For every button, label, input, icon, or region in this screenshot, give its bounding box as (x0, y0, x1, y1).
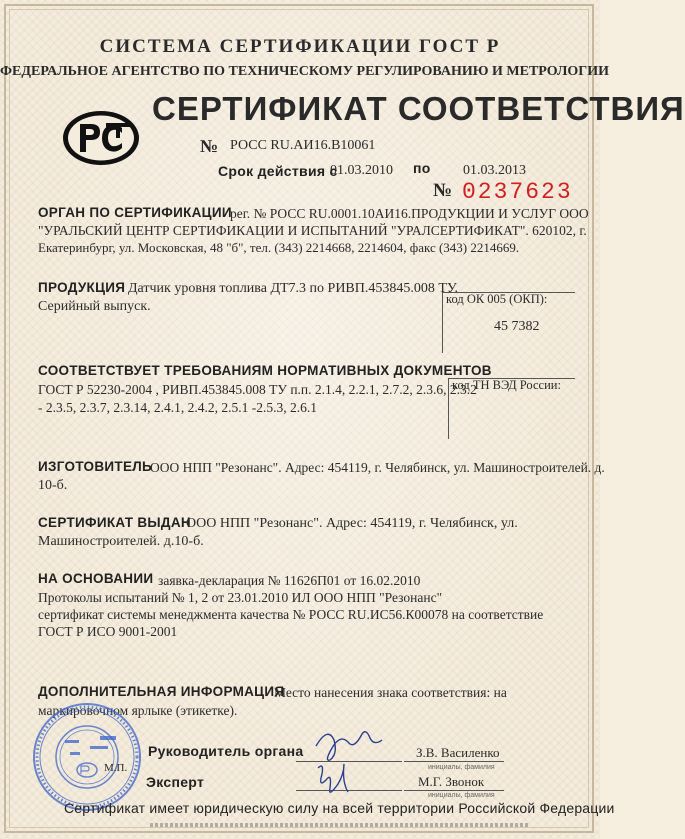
ok-code-value: 45 7382 (494, 319, 540, 334)
expert-name: М.Г. Звонок (418, 774, 485, 789)
footer-validity-note: Сертификат имеет юридическую силу на всей территории Российской Федерации (64, 800, 615, 816)
compliance-line-2: - 2.3.5, 2.3.7, 2.3.14, 2.4.1, 2.4.2, 2.5.1 -2.5.3, 2.6.1 (38, 400, 317, 415)
head-name: З.В. Василенко (416, 745, 500, 760)
form-number-label: № (433, 180, 453, 201)
certification-body-label: ОРГАН ПО СЕРТИФИКАЦИИ (38, 205, 232, 220)
valid-from-date: 01.03.2010 (330, 163, 393, 178)
system-title: СИСТЕМА СЕРТИФИКАЦИИ ГОСТ Р (99, 36, 501, 57)
expert-label: Эксперт (146, 774, 205, 790)
basis-line-2: Протоколы испытаний № 1, 2 от 23.01.2010 ИЛ ООО НПП "Резонанс" (38, 590, 443, 605)
validity-label: Срок действия с (218, 163, 338, 179)
basis-line-1: заявка-декларация № 11626П01 от 16.02.2010 (158, 573, 421, 588)
stamp-mp-label: М.П. (104, 762, 128, 774)
certification-body-line-2: "УРАЛЬСКИЙ ЦЕНТР СЕРТИФИКАЦИИ И ИСПЫТАНИЙ "УРАЛСЕРТИФИКАТ". 620102, г. (38, 223, 587, 238)
valid-to-date: 01.03.2013 (463, 163, 526, 178)
tnved-code-label: код ТН ВЭД России: (452, 378, 561, 392)
expert-name-line (404, 790, 504, 791)
compliance-label: СООТВЕТСТВУЕТ ТРЕБОВАНИЯМ НОРМАТИВНЫХ ДОКУМЕНТОВ (38, 363, 492, 378)
manufacturer-line-1: ООО НПП "Резонанс". Адрес: 454119, г. Челябинск, ул. Машиностроителей. д. (150, 460, 605, 475)
additional-info-label: ДОПОЛНИТЕЛЬНАЯ ИНФОРМАЦИЯ (38, 684, 285, 699)
valid-to-label: по (413, 160, 431, 176)
product-line-2: Серийный выпуск. (38, 299, 151, 314)
registration-number: РОСС RU.АИ16.В10061 (230, 138, 376, 153)
additional-info-line-1: Место нанесения знака соответствия: на (274, 685, 507, 700)
form-number: 0237623 (462, 179, 573, 205)
expert-signature-icon (300, 758, 370, 802)
certification-body-line-3: Екатеринбург, ул. Московская, 48 "б", тел. (343) 2214668, 2214604, факс (343) 2214669. (38, 240, 520, 255)
issued-to-line-1: ООО НПП "Резонанс". Адрес: 454119, г. Челябинск, ул. (186, 516, 518, 531)
registration-number-label: № (200, 136, 219, 156)
issued-to-line-2: Машиностроителей. д.10-б. (38, 534, 204, 549)
gost-r-logo-icon (60, 108, 142, 168)
certification-body-line-1: рег. № РОСС RU.0001.10АИ16.ПРОДУКЦИИ И УСЛУГ ООО (230, 206, 589, 221)
manufacturer-label: ИЗГОТОВИТЕЛЬ (38, 459, 153, 474)
product-line-1: Датчик уровня топлива ДТ7.3 по РИВП.453845.008 ТУ. (128, 281, 459, 296)
product-label: ПРОДУКЦИЯ (38, 280, 126, 295)
certificate-title: СЕРТИФИКАТ СООТВЕТСТВИЯ (152, 90, 685, 127)
head-name-caption: инициалы, фамилия (428, 764, 495, 771)
issued-to-label: СЕРТИФИКАТ ВЫДАН (38, 515, 191, 530)
basis-line-3: сертификат системы менеджмента качества № РОСС RU.ИС56.К00078 на соответствие (38, 607, 544, 622)
compliance-line-1: ГОСТ Р 52230-2004 , РИВП.453845.008 ТУ п.п. 2.1.4, 2.2.1, 2.7.2, 2.3.6, 2.3.2 (38, 382, 477, 397)
round-stamp-icon (30, 700, 145, 815)
head-of-body-label: Руководитель органа (148, 743, 304, 759)
ok-code-label: код ОК 005 (ОКП): (446, 292, 548, 306)
printer-fine-print (150, 823, 530, 827)
expert-name-caption: инициалы, фамилия (428, 792, 495, 799)
manufacturer-line-2: 10-б. (38, 478, 68, 493)
additional-info-line-2: маркировочном ярлыке (этикетке). (38, 703, 238, 718)
agency-name: ФЕДЕРАЛЬНОЕ АГЕНТСТВО ПО ТЕХНИЧЕСКОМУ РЕГУЛИРОВАНИЮ И МЕТРОЛОГИИ (0, 64, 609, 79)
basis-line-4: ГОСТ Р ИСО 9001-2001 (38, 624, 178, 639)
head-name-line (404, 761, 504, 762)
basis-label: НА ОСНОВАНИИ (38, 571, 154, 586)
